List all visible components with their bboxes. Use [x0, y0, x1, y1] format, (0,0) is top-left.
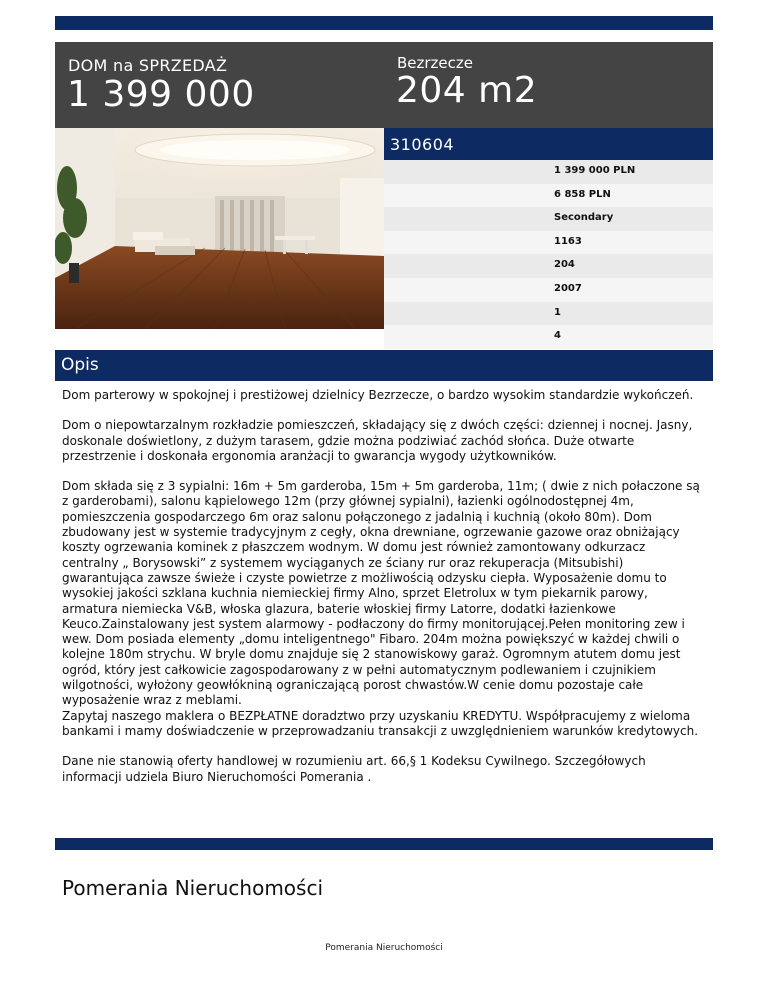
detail-row [384, 231, 713, 255]
detail-plot-area: 1163 [554, 235, 582, 247]
description-body [62, 388, 702, 800]
listing-area: 204 m2 [396, 70, 538, 111]
detail-rooms: 4 [554, 330, 561, 342]
listing-city: Bezrzecze [397, 54, 474, 72]
top-accent-bar [55, 16, 713, 30]
detail-row [384, 302, 713, 326]
detail-row [384, 184, 713, 208]
description-paragraph: Dom o niepowtarzalnym rozkładzie pomieszczeń, składający się z dwóch części: dziennej i nocnej. Jasny, doskonale doświetlony, z dużym tarasem, gdzie można podziwiać zachód słońca. Duże otwarte przestrzenie i doskonała ergonomia aranżacji to gwarancja wygody użytkowników. [62, 418, 693, 463]
listing-type: DOM na SPRZEDAŻ [68, 56, 228, 75]
reference-bar [384, 128, 713, 160]
listing-header [55, 42, 713, 128]
description-paragraph: Dane nie stanowią oferty handlowej w rozumieniu art. 66,§ 1 Kodeksu Cywilnego. Szczegółowych informacji udziela Biuro Nieruchomości Pomerania . [62, 754, 646, 784]
detail-row [384, 325, 713, 349]
description-header [55, 350, 713, 381]
description-paragraph: Dom parterowy w spokojnej i prestiżowej dzielnicy Bezrzecze, o bardzo wysokim standardzie wykończeń. [62, 388, 694, 402]
company-name: Pomerania Nieruchomości [62, 876, 324, 900]
details-table [384, 160, 713, 349]
detail-year: 2007 [554, 282, 582, 294]
living-room-photo [55, 128, 384, 329]
bottom-accent-bar [55, 838, 713, 850]
detail-price-per-m2: 6 858 PLN [554, 188, 611, 200]
detail-floors: 1 [554, 306, 561, 318]
description-paragraph: Dom składa się z 3 sypialni: 16m + 5m garderoba, 15m + 5m garderoba, 11m; ( dwie z nich połaczone są z garderobami), salonu kąpielowego 12m (przy głównej sypialni), łazienki ogólnodostępnej 4m, pomieszczenia gospodarczego 6m oraz salonu połączonego z jadalnią i kuchnią (około 80m). Dom zbudowany jest w systemie tradycyjnym z cegły, okna drewniane, ogrzewanie gazowe oraz obniżający koszty ogrzewania kominek z płaszczem wodnym. W domu jest również zamontowany odkurzacz centralny „ Borysowski” z systemem wyciąganych ze ściany rur oraz rekuperacja (Mitsubishi) gwarantująca zawsze świeże i czyste powietrze z możliwością odzysku ciepła. Wyposażenie domu to wysokiej jakości szklana kuchnia niemieckiej firmy Alno, sprzet Eletrolux w tym piekarnik parowy, armatura niemiecka V&B, włoska glazura, baterie włoskiej firmy Latorre, dodatki łazienkowe Keuco.Zainstalowany jest system alarmowy - podłaczony do firmy monitorującej.Pełen monitoring zew i wew. Dom posiada elementy „domu inteligentnego" Fibaro. 204m można powiększyć w każdej chwili o kolejne 180m strychu. W bryle domu znajduje się 2 stanowiskowy garaż. Ogromnym atutem domu jest ogród, który jest całkowicie zagospodarowany z w pełni automatycznym podlewaniem i czujnikiem wilgotności, wyłożony geowłókniną ograniczającą porost chwastów.W cenie domu pozostaje całe wyposażenie wraz z meblami. Zapytaj naszego maklera o BEZPŁATNE doradztwo przy uzyskaniu KREDYTU. Współpracujemy z wieloma bankami i mamy doświadczenie w przeprowadzaniu transakcji z uwzględnieniem warunków kredytowych. [62, 479, 700, 738]
description-title: Opis [61, 355, 99, 375]
footer-text: Pomerania Nieruchomości [325, 943, 443, 953]
detail-row [384, 254, 713, 278]
detail-row [384, 207, 713, 231]
detail-area: 204 [554, 259, 575, 271]
reference-number: 310604 [390, 135, 455, 154]
detail-market: Secondary [554, 212, 614, 224]
detail-row [384, 160, 713, 184]
detail-row [384, 278, 713, 302]
detail-price: 1 399 000 PLN [554, 165, 636, 176]
listing-price: 1 399 000 [67, 74, 255, 115]
